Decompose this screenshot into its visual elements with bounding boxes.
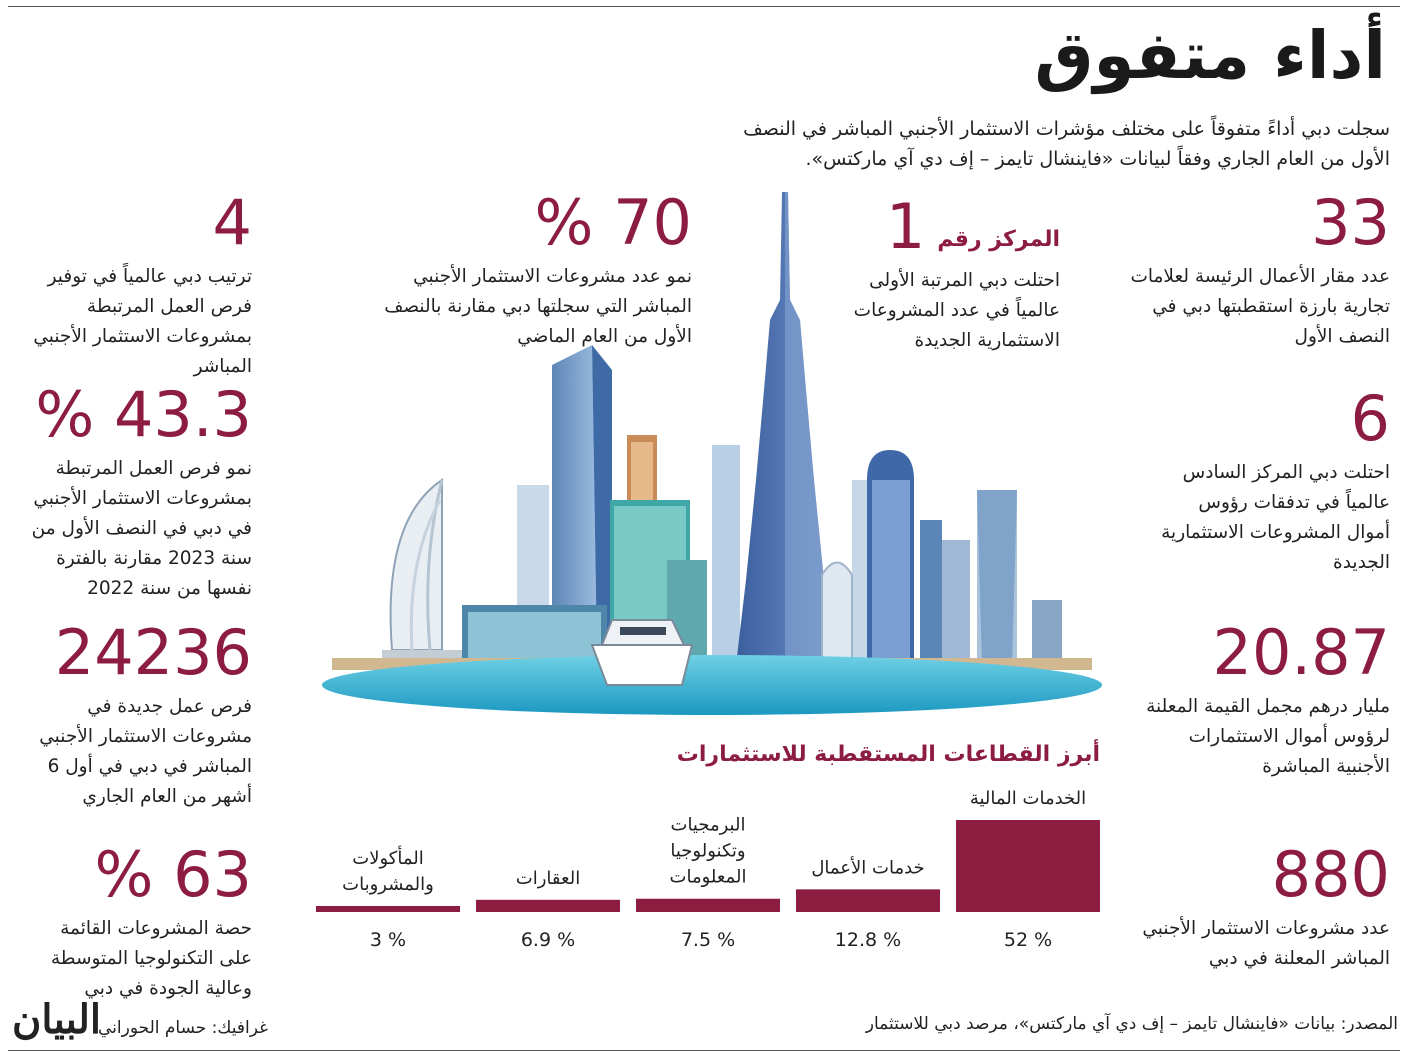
- stat-63-desc: حصة المشروعات القائمة على التكنولوجيا المتوسطة وعالية الجودة في دبي: [50, 918, 252, 999]
- top-rule: [8, 6, 1400, 7]
- stat-63-value: 63 %: [94, 838, 252, 911]
- stat-433-desc: نمو فرص العمل المرتبطة بمشروعات الاستثمار الأجنبي في دبي في النصف الأول من سنة 2023 مقارنة بالفترة نفسها من سنة 2022: [31, 458, 252, 599]
- stat-433: [22, 378, 252, 604]
- bar-value-label-4: % 3: [369, 929, 407, 951]
- stat-rank-1-desc: احتلت دبي المرتبة الأولى عالمياً في عدد المشروعات الاستثمارية الجديدة: [853, 270, 1060, 351]
- stat-24236-desc: فرص عمل جديدة في مشروعات الاستثمار الأجنبي المباشر في دبي في أول 6 أشهر من العام الجاري: [39, 696, 252, 807]
- stat-70-value: 70 %: [534, 186, 692, 259]
- bar-category-label-1: خدمات الأعمال: [811, 857, 925, 879]
- bar-category-label-0: الخدمات المالية: [969, 788, 1087, 809]
- sectors-bar-chart: [310, 780, 1110, 960]
- stat-880: [1120, 838, 1390, 974]
- stat-2087: [1130, 616, 1390, 782]
- bar-2: [636, 899, 780, 912]
- stat-6-desc: احتلت دبي المركز السادس عالمياً في تدفقات رؤوس أموال المشروعات الاستثمارية الجديدة: [1161, 462, 1390, 573]
- stat-4-value: 4: [212, 186, 252, 259]
- bar-value-label-0: % 52: [1003, 929, 1053, 951]
- stat-24236: [22, 616, 252, 812]
- footer-credit: غرافيك: حسام الحوراني: [98, 1018, 268, 1038]
- stat-33-desc: عدد مقار الأعمال الرئيسة لعلامات تجارية بارزة استقطبتها دبي في النصف الأول: [1130, 266, 1390, 347]
- stat-4: [22, 186, 252, 382]
- stat-24236-value: 24236: [54, 616, 252, 689]
- stat-33: [1120, 186, 1390, 352]
- stat-4-desc: ترتيب دبي عالمياً في توفير فرص العمل المرتبطة بمشروعات الاستثمار الأجنبي المباشر: [33, 266, 252, 377]
- bar-category-label-2: البرمجيات وتكنولوجيا المعلومات: [669, 814, 747, 888]
- stat-rank-1: [820, 190, 1060, 356]
- bar-0: [956, 820, 1100, 912]
- stat-880-value: 880: [1271, 838, 1390, 911]
- stat-70: [352, 186, 692, 352]
- footer-source: المصدر: بيانات «فاينشال تايمز – إف دي آي ماركتس»، مرصد دبي للاستثمار: [865, 1014, 1398, 1034]
- stat-63: [22, 838, 252, 1004]
- page-title: أداء متفوق: [1034, 17, 1386, 94]
- stat-6-value: 6: [1350, 382, 1390, 455]
- stat-33-value: 33: [1311, 186, 1390, 259]
- intro-text: سجلت دبي أداءً متفوقاً على مختلف مؤشرات الاستثمار الأجنبي المباشر في النصف الأول من العام الجاري وفقاً لبيانات «فاينشال تايمز – إف دي آي ماركتس».: [743, 118, 1390, 170]
- stat-rank-1-label: المركز رقم: [937, 227, 1060, 252]
- stat-2087-desc: مليار درهم مجمل القيمة المعلنة لرؤوس أموال الاستثمارات الأجنبية المباشرة: [1146, 696, 1390, 777]
- stat-433-value: 43.3 %: [35, 378, 252, 451]
- stat-rank-1-value: 1: [885, 190, 926, 263]
- stat-880-desc: عدد مشروعات الاستثمار الأجنبي المباشر المعلنة في دبي: [1142, 918, 1390, 969]
- stat-6: [1150, 382, 1390, 578]
- bar-3: [476, 900, 620, 912]
- bar-category-label-4: المأكولات والمشروبات: [342, 848, 434, 895]
- bar-value-label-2: % 7.5: [680, 929, 736, 951]
- bar-value-label-1: % 12.8: [834, 929, 902, 951]
- bar-value-label-3: % 6.9: [520, 929, 576, 951]
- chart-title: أبرز القطاعات المستقطبة للاستثمارات: [676, 742, 1100, 767]
- bar-1: [796, 889, 940, 912]
- stat-2087-value: 20.87: [1212, 616, 1390, 689]
- stat-70-desc: نمو عدد مشروعات الاستثمار الأجنبي المباشر التي سجلتها دبي مقارنة بالنصف الأول من العام الماضي: [384, 266, 692, 347]
- bar-4: [316, 906, 460, 912]
- bar-category-label-3: العقارات: [515, 867, 581, 889]
- bottom-rule: [8, 1050, 1400, 1051]
- albayan-logo: البيان: [12, 996, 102, 1043]
